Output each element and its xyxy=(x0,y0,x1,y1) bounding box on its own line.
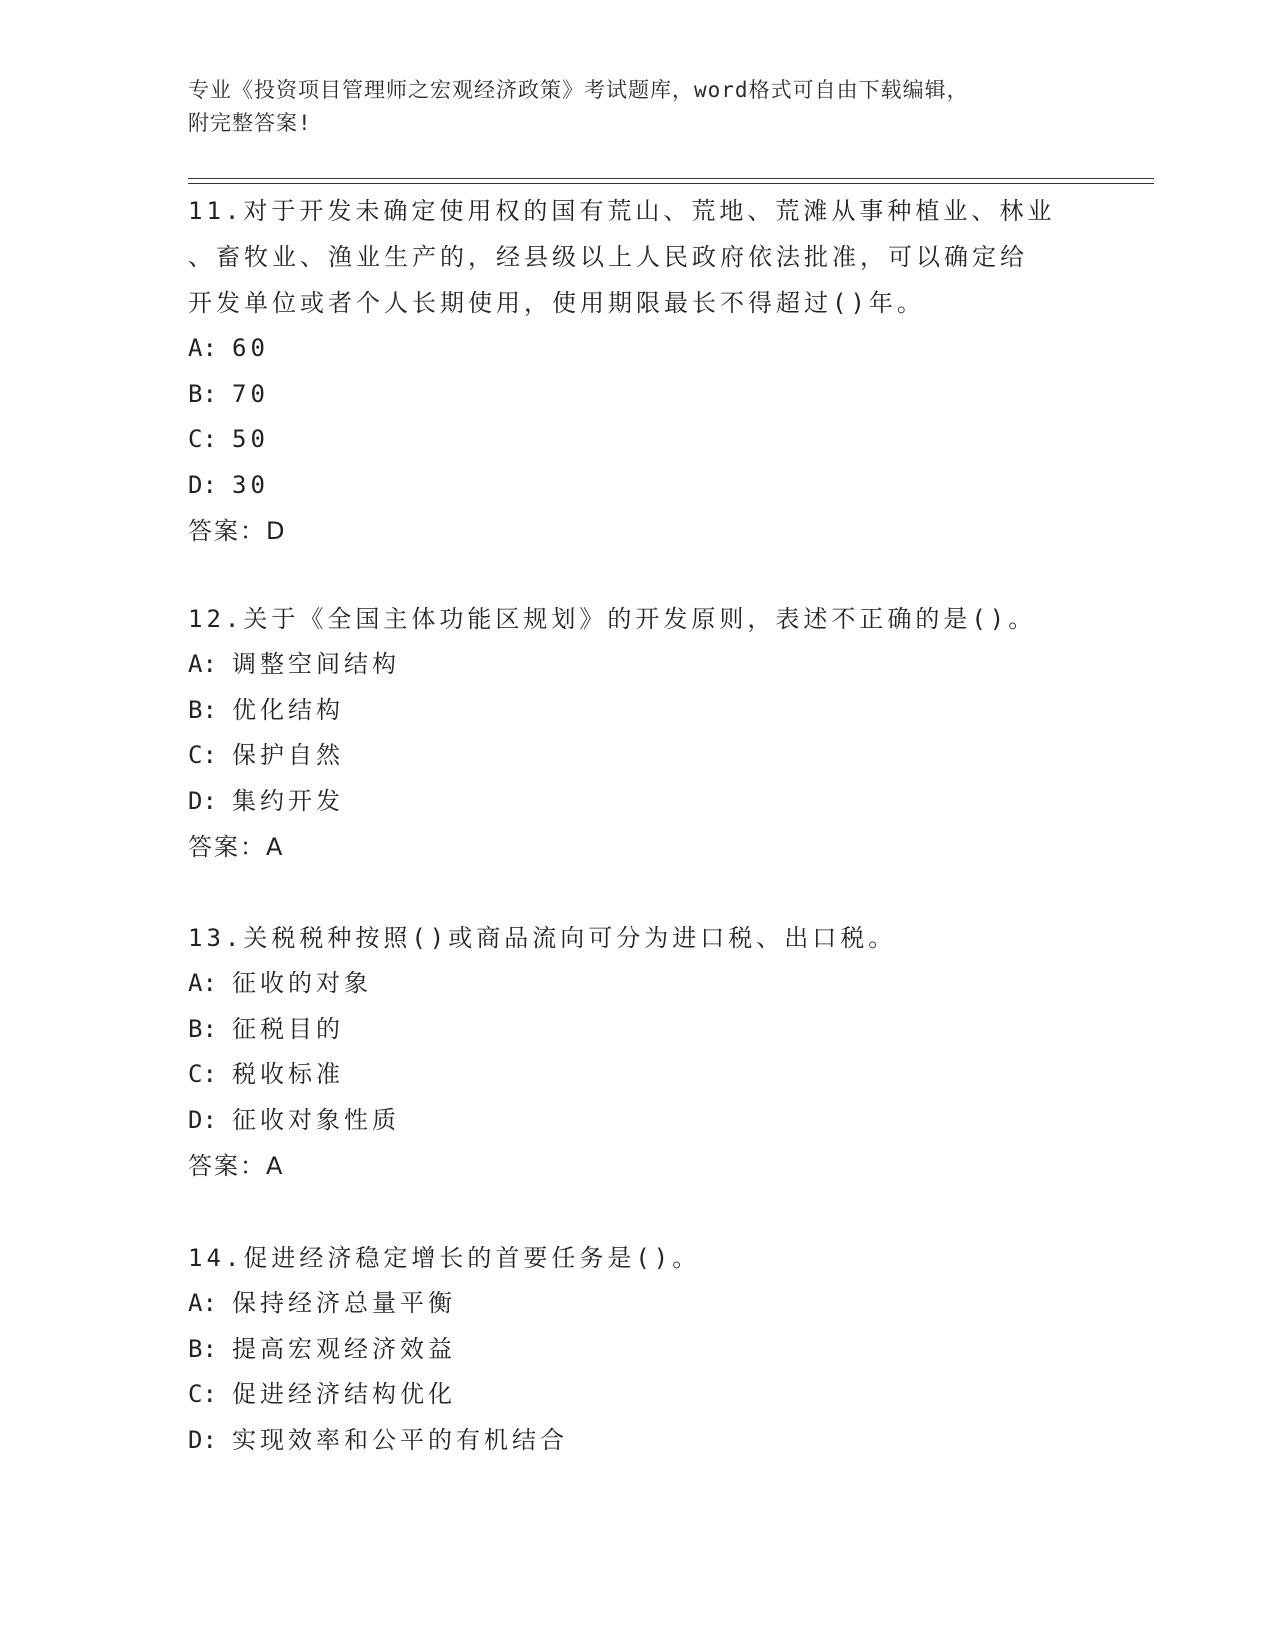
option-key: C: xyxy=(188,741,217,769)
option-text: 优化结构 xyxy=(232,695,344,724)
option-text: 50 xyxy=(232,425,269,453)
option-c xyxy=(188,1052,1088,1098)
option-b xyxy=(188,688,1088,734)
option-key: D: xyxy=(188,786,217,815)
question-12 xyxy=(188,596,1088,870)
option-d xyxy=(188,779,1088,825)
option-key: C: xyxy=(188,1380,217,1408)
stem-line: 、畜牧业、渔业生产的，经县级以上人民政府依法批准，可以确定给 xyxy=(188,243,1028,271)
option-d xyxy=(188,1418,1088,1464)
header-divider-top xyxy=(188,178,1154,179)
question-13 xyxy=(188,915,1088,1189)
question-stem xyxy=(188,1235,1088,1281)
option-text: 提高宏观经济效益 xyxy=(232,1334,456,1363)
question-stem xyxy=(188,596,1088,642)
option-key: C: xyxy=(188,425,217,453)
option-text: 保护自然 xyxy=(232,741,344,769)
answer-line: 答案：A xyxy=(188,1152,285,1180)
option-key: A: xyxy=(188,650,217,678)
question-stem xyxy=(188,915,1088,961)
option-key: D: xyxy=(188,1105,217,1134)
option-key: B: xyxy=(188,1334,217,1363)
option-a xyxy=(188,326,1088,372)
option-text: 调整空间结构 xyxy=(232,650,400,678)
header-line-2: 附完整答案! xyxy=(188,111,312,135)
option-key: A: xyxy=(188,1289,217,1317)
question-stem xyxy=(188,188,1088,326)
option-b xyxy=(188,1007,1088,1053)
option-text: 70 xyxy=(232,379,269,408)
option-text: 促进经济结构优化 xyxy=(232,1380,456,1408)
option-b xyxy=(188,372,1088,418)
option-a xyxy=(188,642,1088,688)
option-key: B: xyxy=(188,1014,217,1043)
document-header xyxy=(188,74,1088,140)
option-text: 保持经济总量平衡 xyxy=(232,1289,456,1317)
option-text: 60 xyxy=(232,334,269,362)
option-b xyxy=(188,1327,1088,1373)
stem-line: 14.促进经济稳定增长的首要任务是()。 xyxy=(188,1244,701,1272)
header-line-1: 专业《投资项目管理师之宏观经济政策》考试题库，word格式可自由下载编辑， xyxy=(188,78,969,102)
option-text: 征收的对象 xyxy=(232,969,372,997)
option-text: 实现效率和公平的有机结合 xyxy=(232,1425,568,1454)
option-a xyxy=(188,961,1088,1007)
stem-line: 开发单位或者个人长期使用，使用期限最长不得超过()年。 xyxy=(188,289,925,317)
option-key: A: xyxy=(188,969,217,997)
option-d xyxy=(188,1098,1088,1144)
question-14 xyxy=(188,1235,1088,1463)
stem-line: 12.关于《全国主体功能区规划》的开发原则，表述不正确的是()。 xyxy=(188,605,1037,633)
option-text: 税收标准 xyxy=(232,1060,344,1088)
option-d xyxy=(188,463,1088,509)
option-key: A: xyxy=(188,334,217,362)
stem-line: 13.关税税种按照()或商品流向可分为进口税、出口税。 xyxy=(188,924,897,952)
option-key: D: xyxy=(188,1425,217,1454)
option-text: 征税目的 xyxy=(232,1014,344,1043)
option-text: 集约开发 xyxy=(232,786,344,815)
option-text: 30 xyxy=(232,470,269,499)
option-text: 征收对象性质 xyxy=(232,1105,400,1134)
option-c xyxy=(188,1372,1088,1418)
option-key: B: xyxy=(188,379,217,408)
option-c xyxy=(188,417,1088,463)
option-key: D: xyxy=(188,470,217,499)
question-11 xyxy=(188,188,1088,554)
answer-line: 答案：A xyxy=(188,833,285,861)
stem-line: 11.对于开发未确定使用权的国有荒山、荒地、荒滩从事种植业、林业 xyxy=(188,197,1056,225)
option-key: C: xyxy=(188,1060,217,1088)
option-c xyxy=(188,733,1088,779)
option-key: B: xyxy=(188,695,217,724)
answer-line: 答案：D xyxy=(188,517,287,545)
option-a xyxy=(188,1281,1088,1327)
header-divider-bottom xyxy=(188,183,1154,184)
